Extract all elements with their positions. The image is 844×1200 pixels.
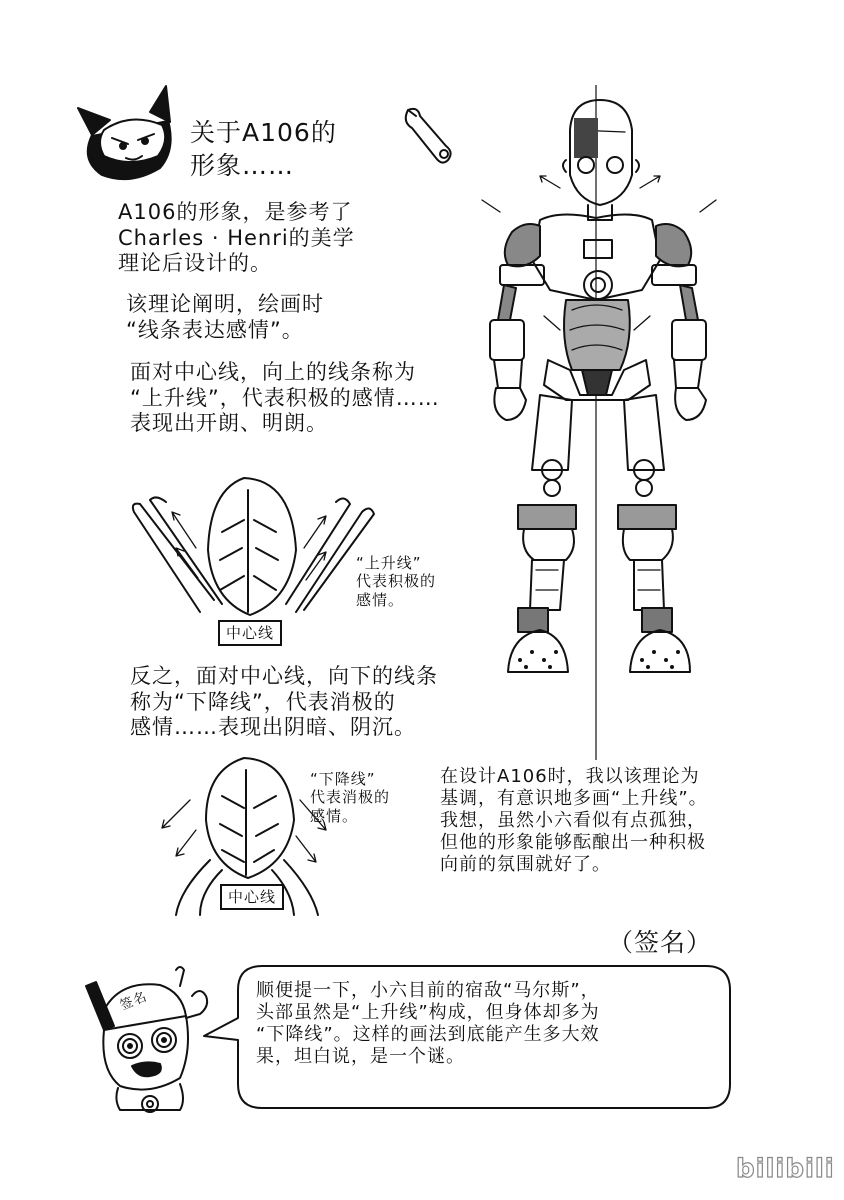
rising-note-line: 感情。 [356,590,405,609]
footnote-line: “下降线”。这样的画法到底能产生多大效 [256,1023,600,1045]
falling-note-line: “下降线” [310,770,376,788]
theory-line: 该理论阐明，绘画时 [126,292,324,316]
title-line-1: 关于A106的 [190,118,337,147]
center-line-label-up: 中心线 [218,620,282,646]
rising-line: “上升线”，代表积极的感情…… [130,385,440,410]
center-line-label-down: 中心线 [220,884,284,910]
footnote-line: 果，坦白说，是一个谜。 [256,1045,465,1067]
falling-line: 称为“下降线”，代表消极的 [130,689,396,714]
design-line: 但他的形象能够酝酿出一种积极 [440,831,706,853]
footnote-text [256,980,600,1068]
rising-note-line: “上升线” [356,554,422,572]
bilibili-watermark: bilibili [736,1154,835,1184]
title-line-2: 形象…… [190,150,295,180]
intro-line: 理论后设计的。 [118,251,272,276]
intro-line: Charles · Henri的美学 [118,225,355,250]
intro-line: A106的形象，是参考了 [118,200,353,224]
falling-line: 反之，面对中心线，向下的线条 [130,664,438,688]
design-line: 向前的氛围就好了。 [440,853,611,875]
rising-note-line: 代表积极的 [356,572,437,591]
falling-note-line: 代表消极的 [310,788,391,807]
footnote-line: 头部虽然是“上升线”构成，但身体却多为 [256,1001,600,1023]
rising-line: 面对中心线，向上的线条称为 [130,360,416,384]
rising-line: 表现出开朗、明朗。 [130,411,328,436]
theory-line: “线条表达感情”。 [126,317,304,342]
falling-line: 感情……表现出阴暗、阴沉。 [130,715,416,740]
design-line: 基调，有意识地多画“上升线”。 [440,787,708,809]
falling-note-line: 感情。 [310,806,359,825]
design-line: 在设计A106时，我以该理论为 [440,766,700,787]
design-line: 我想，虽然小六看似有点孤独， [440,809,706,831]
signature-placeholder: （签名） [608,928,713,957]
author-cap-text: 签名 [118,989,150,1014]
footnote-line: 顺便提一下，小六目前的宿敌“马尔斯”， [256,980,600,1001]
